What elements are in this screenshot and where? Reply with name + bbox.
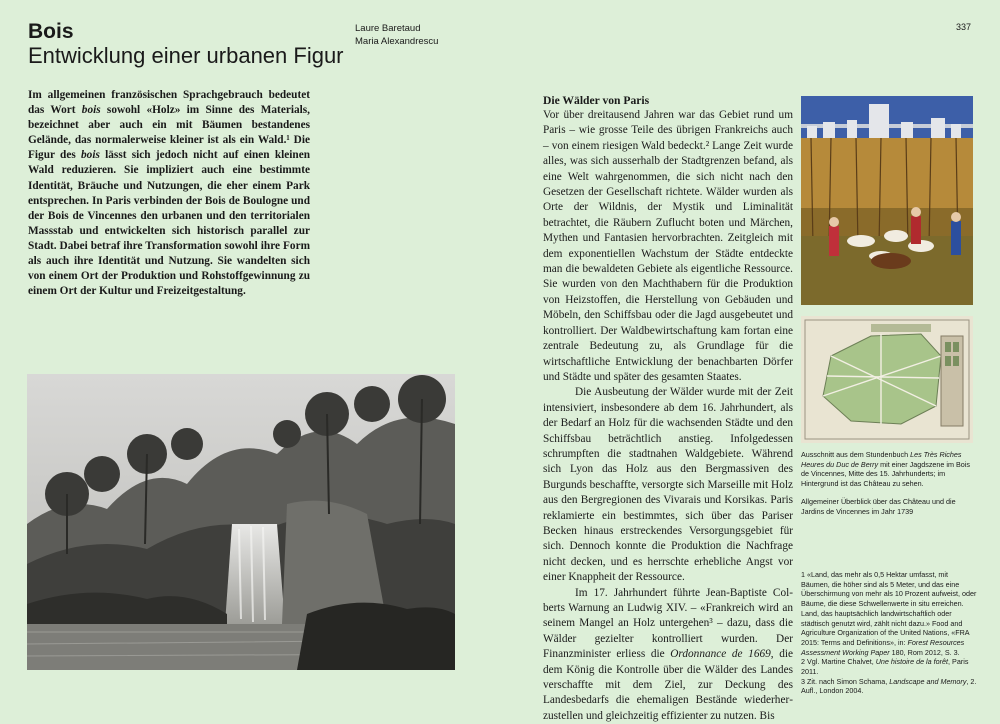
intro-text: lässt sich jedoch nicht auf einen kleinen Wald reduzieren. Sie impliziert auch eine bestimmte Identität, Bräuche und Nutzungen, die eher einem Park entsprechen. In Paris verbinden der Bois de Boulogne und der Bois de Vincennes den urbanen und den territorialen Massstab und entwickelten sich historisch parallel zur Stadt. Dabei betraf ihre Transformation sowohl ihre Form als auch ihre Identität und Nutzung. Sie wandelten sich von einem Ort der Produktion und Rohstoffgewinnung zu einem Ort der Kultur und Freizeitgestaltung.	[28, 149, 310, 298]
footnote-text: 180, Rom 2012, S. 3.	[889, 647, 960, 657]
footnote	[801, 570, 978, 657]
caption-emphasis: Les Très Riches Heures du Duc de Berry	[801, 450, 962, 469]
body-paragraph: Vor über dreitausend Jahren war das Gebiet rund um Paris – wie grosse Teile des übrigen Frankreichs auch – von einem riesigen Wald bedeckt.² Lange Zeit wurde alles, was sich ausserhalb der Stadtgrenzen befand, als eine Welt wahrgenommen, die sich nicht nach den Gesetzen der Gesellschaft richtete. Wälder wurden als Orte der Wildnis, der Mystik und Liminalität betrachtet, die Räubern Zuflucht boten und Märchen, Mythen und Fantasien hervorbrachten. Zeitgleich mit dem exponentiellen Wachstum der Städte entdeckte man die bewaldeten Gebiete als eigentliche Ressource. Sie wurden von den Machthabern für die Produktion von Heizstoffen, die Herstellung von Gebäuden und Möbeln, den Schiffsbau oder die Jagd ausgebeutet und kontrolliert. Der Waldbewirtschaftung kam fortan eine zentrale Bedeutung zu, als Grundlage für die wirtschaftliche Entwicklung der benachbarten Dörfer und Städte und später des gesamten Staates.	[543, 109, 793, 383]
footnote-text: 2 Vgl. Martine Chalvet,	[801, 657, 876, 667]
caption-text: Ausschnitt aus dem Stundenbuch	[801, 450, 911, 459]
footnotes	[801, 570, 978, 696]
figure-caption: Allgemeiner Überblick über das Château und die Jardins de Vincennes im Jahr 1739	[801, 497, 956, 516]
figure-caption	[801, 450, 976, 488]
body-paragraph: Die Ausbeutung der Wälder wurde mit der Zeit intensiviert, insbesondere ab dem 16. Jahrhundert, als der Bedarf an Holz für die wachsenden Städte und den Schiffsbau beträchtlich anstieg. Infolgedessen schrumpften die stadtnahen Waldgebiete. Während sich Lyon das Holz aus den Bergmassiven des Burgunds beschaffte, versorgte sich Marseille mit Holz aus den Bergregionen des Vivarais und Korsikas. Paris reklamierte ein bestimmtes, sich über das Pariser Becken hinaus erstreckendes Versorgungsgebiet für sich. Dennoch konnte die Produktion die Nachfrage nicht decken, und es herrschte erhebliche Angst vor einer Knappheit der Ressource.	[543, 386, 793, 584]
footnote-text: 3 Zit. nach Simon Schama,	[801, 676, 890, 686]
chateau-plan-map	[801, 316, 973, 443]
author-name: Maria Alexandrescu	[355, 36, 439, 47]
intro-text: sowohl «Holz» im Sinne des Materials, bezeichnet aber auch ein mit Bäumen bestandenes Gelände, das normalerweise kleiner ist als ein Wald.¹ Die Figur des	[28, 104, 310, 162]
footnote	[801, 677, 978, 696]
author-block	[355, 22, 438, 48]
footnote-text: , Paris 2011.	[801, 657, 969, 677]
body-column	[543, 93, 793, 724]
body-text: Im 17. Jahrhundert führte Jean-Baptiste Colberts Warnung an Ludwig XIV. – «Frankreich wird an seinem Mangel an Holz untergehen³ – dazu, dass die Wälder gezielter kontrolliert wurden. Der Finanzminister erliess die	[543, 586, 793, 661]
footnote-emphasis: Landscape and Memory	[889, 676, 967, 686]
page-number: 337	[956, 22, 972, 32]
intro-emphasis: bois	[81, 104, 101, 117]
intro-text: Im allgemeinen französischen Sprachgebrauch bedeutet das Wort	[28, 89, 310, 117]
hunting-scene-illustration	[801, 96, 973, 305]
page-subtitle: Entwicklung einer urbanen Figur	[28, 43, 344, 68]
body-text: , die dem König die Kontrolle über die Wälder des Landes verschaffte mit dem Ziel, zur Deckung des Landesbedarfs die ehemaligen Bestände wiederherzustellen und gleichzeitig effizienter zu nutzen. Bis	[543, 648, 794, 722]
page-title: Bois	[28, 20, 74, 43]
intro-paragraph	[28, 88, 310, 299]
intro-emphasis: bois	[81, 149, 100, 162]
waterfall-photo	[27, 374, 455, 670]
footnote-text: , 2. Aufl., London 2004.	[801, 676, 977, 696]
footnote-emphasis: Forest Resources Assessment Working Paper	[801, 637, 965, 657]
footnote-emphasis: Une histoire de la forêt	[875, 657, 949, 667]
caption-text: mit einer Jagdszene im Bois de Vincennes, Mitte des 15. Jahrhunderts; im Hintergrund ist das Château zu sehen.	[801, 459, 970, 488]
body-paragraph	[543, 586, 793, 724]
footnote-text: 1 «Land, das mehr als 0,5 Hektar umfasst, mit Bäumen, die höher sind als 5 Meter, und das eine Überschirmung von mehr als 10 Prozent aufweist, oder Bäume, die diese Schwellenwerte in situ erreichen. Land, das hauptsächlich landwirtschaftlich oder städtisch genutzt wird, zählt nicht dazu.» Food and Agriculture Organization of the United Nations, «FRA 2015: Terms and Definitions», in:	[801, 570, 977, 647]
footnote	[801, 657, 978, 676]
body-emphasis: Ordonnance de 1669	[670, 648, 771, 661]
author-name: Laure Baretaud	[355, 23, 421, 34]
section-heading: Die Wälder von Paris	[543, 94, 650, 107]
